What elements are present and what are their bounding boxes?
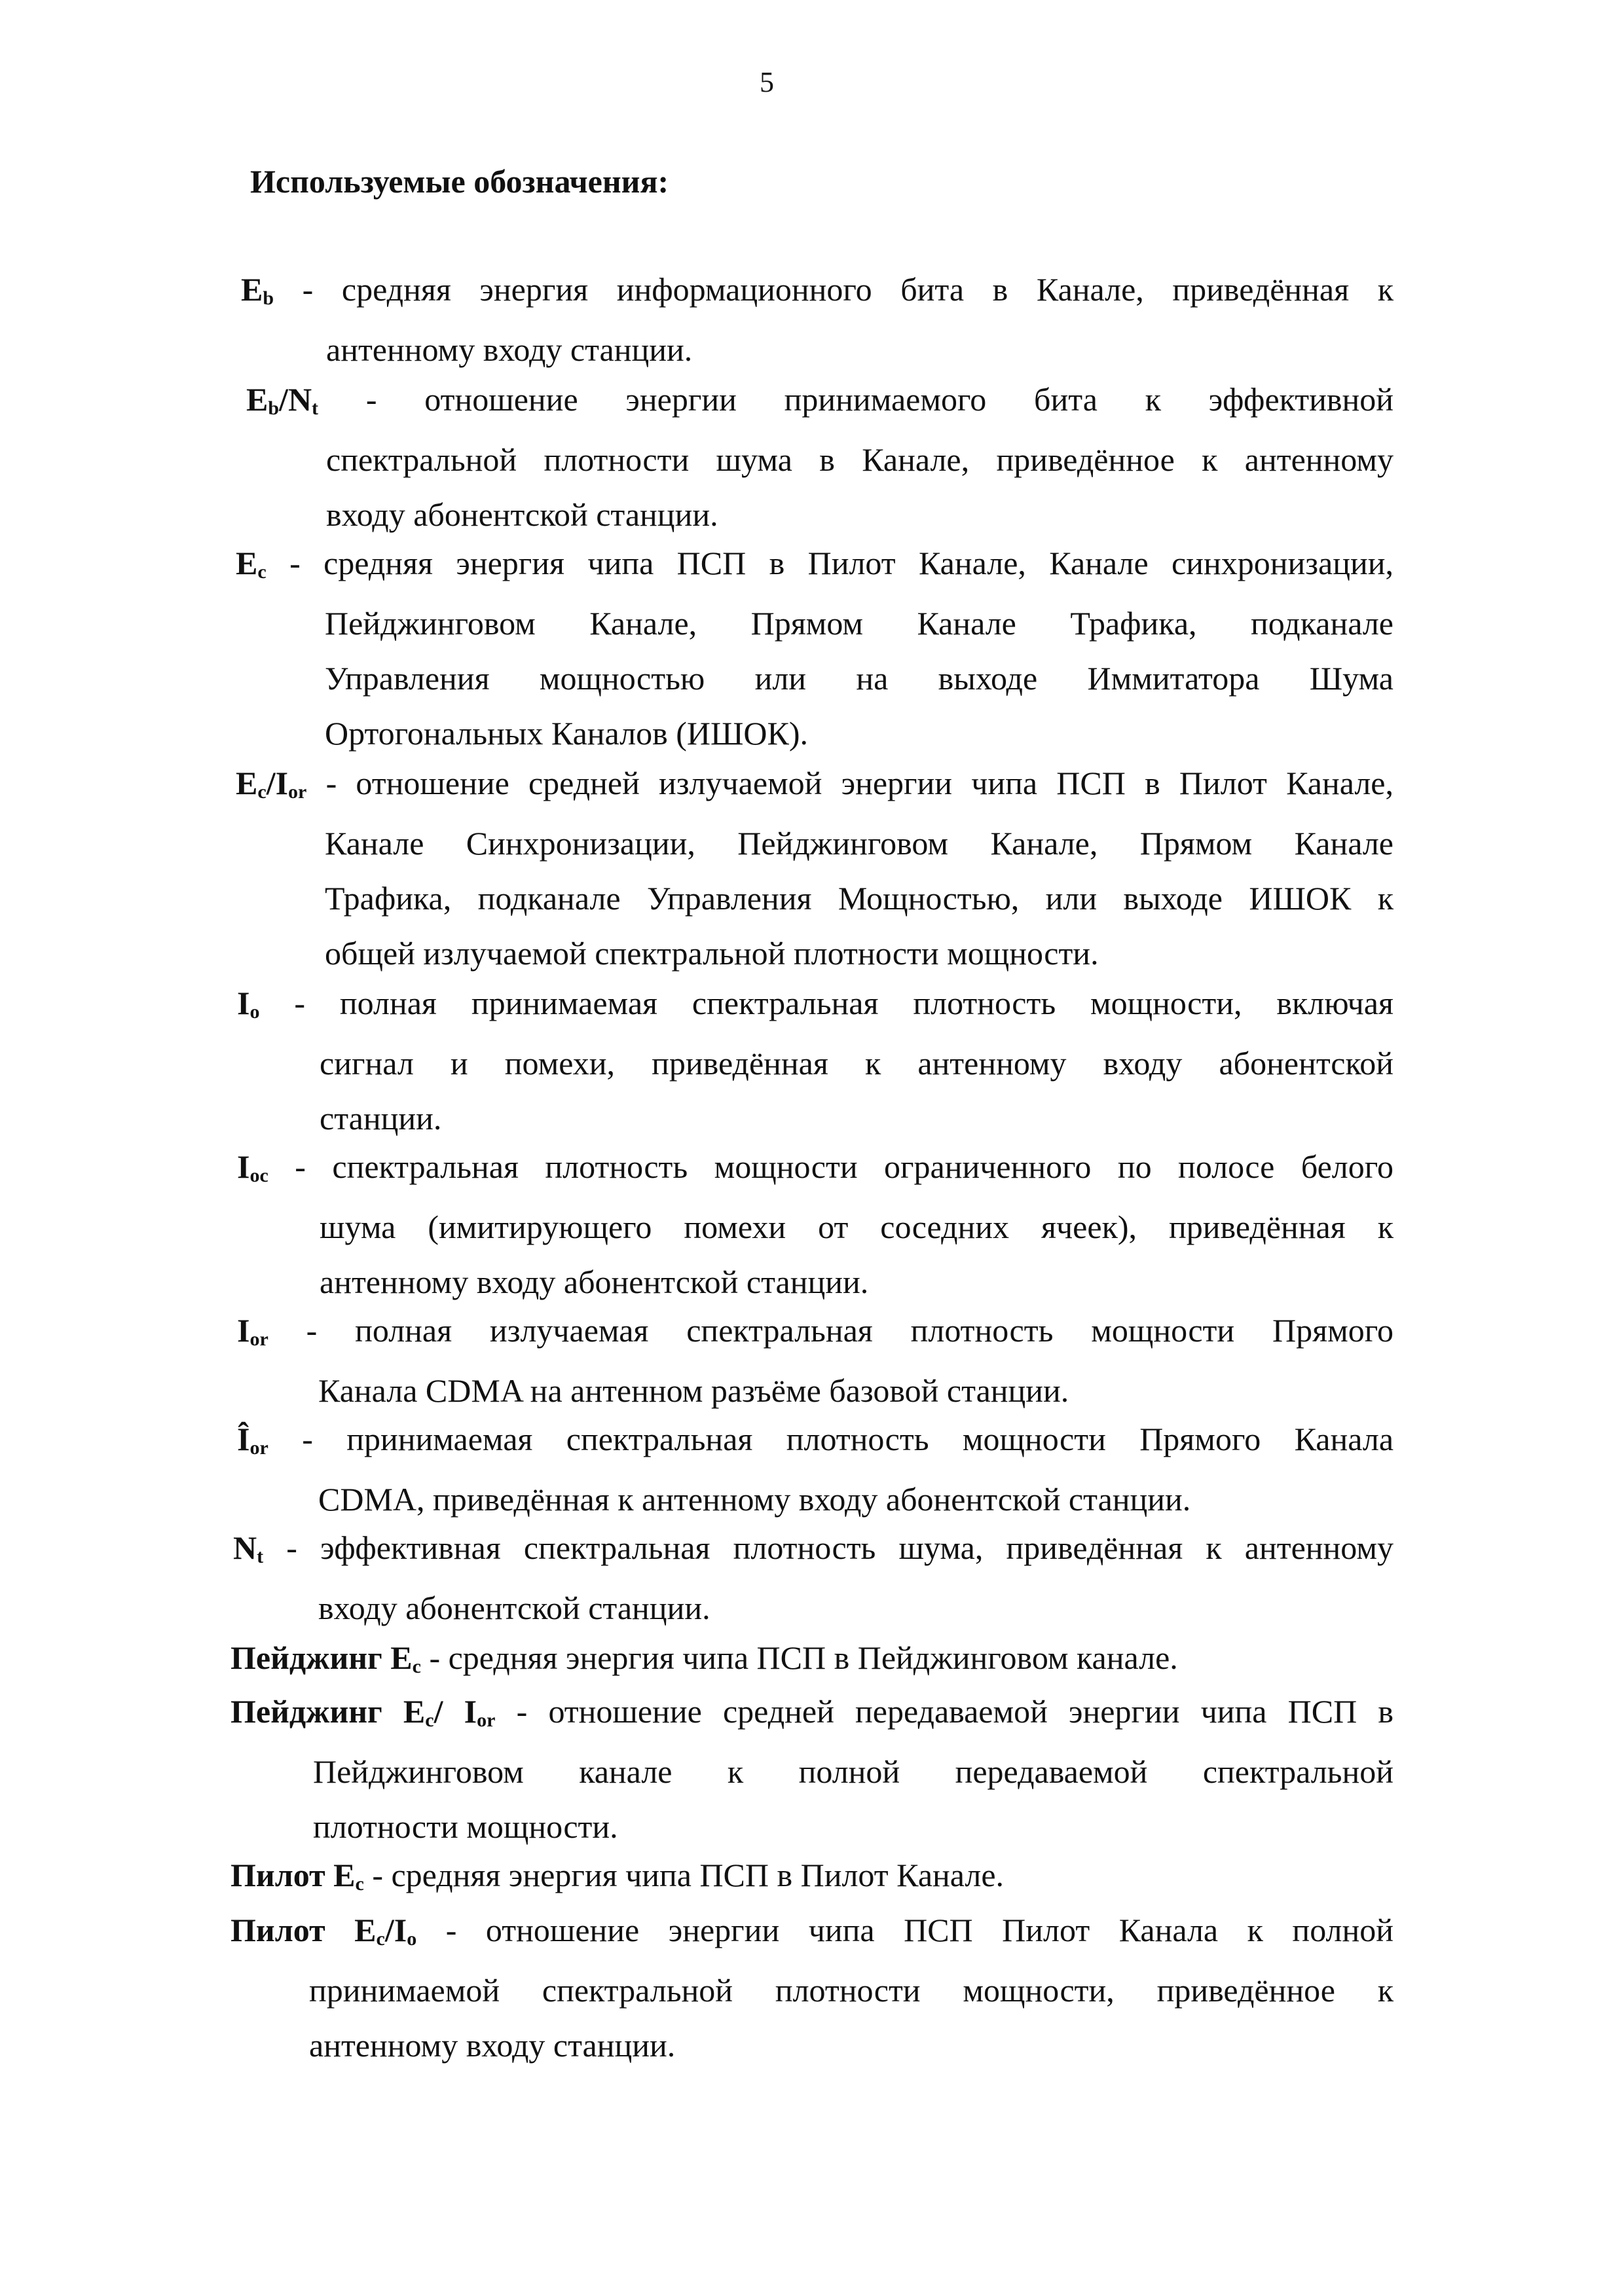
definition-text: Управления мощностью или на выходе Иммитатора Шума — [325, 660, 1393, 697]
definition-text: - средняя энергия чипа ПСП в Пейджинговом канале. — [429, 1639, 1178, 1676]
definition-term: Пилот $E_c/I_o$ — [231, 1912, 417, 1950]
definition-text: входу абонентской станции. — [326, 496, 718, 533]
definition-entry — [231, 1684, 1393, 1854]
definition-term: Пейджинг $E_c/$ $I_{or}$ — [231, 1693, 496, 1731]
definition-text: общей излучаемой спектральной плотности мощности. — [325, 935, 1099, 972]
page-title: Используемые обозначения: — [250, 163, 669, 200]
definition-term: $I_{or}$ — [237, 1312, 268, 1350]
definition-text: - отношение средней передаваемой энергии чипа ПСП в — [516, 1693, 1393, 1730]
definition-term: $E_c/I_{or}$ — [236, 765, 307, 803]
definition-term: Пейджинг $E_c$ — [231, 1639, 421, 1677]
definition-text: - отношение энергии чипа ПСП Пилот Канала к полной — [445, 1912, 1393, 1948]
definition-text: - средняя энергия информационного бита в Канале, приведённая к — [302, 271, 1394, 308]
definition-term: $E_b$ — [241, 271, 274, 309]
definition-text: - принимаемая спектральная плотность мощности Прямого Канала — [302, 1421, 1394, 1457]
definition-entry — [237, 1303, 1393, 1418]
definition-text: - спектральная плотность мощности ограниченного по полосе белого — [295, 1148, 1394, 1185]
definition-entry — [231, 1630, 1393, 1690]
definition-text: - средняя энергия чипа ПСП в Пилот Канале. — [372, 1857, 1005, 1893]
definition-text: Пейджинговом Канале, Прямом Канале Трафика, подканале — [325, 605, 1393, 642]
definition-entry — [241, 262, 1393, 377]
definition-text: входу абонентской станции. — [318, 1590, 710, 1626]
definition-term: $N_t$ — [233, 1529, 264, 1567]
definition-text: - отношение средней излучаемой энергии чипа ПСП в Пилот Канале, — [325, 765, 1394, 801]
definition-text: спектральной плотности шума в Канале, приведённое к антенному — [326, 441, 1393, 478]
definition-text: - средняя энергия чипа ПСП в Пилот Канале, Канале синхронизации, — [289, 545, 1393, 581]
definition-text: Канала CDMA на антенном разъёме базовой станции. — [318, 1372, 1069, 1409]
definition-entry — [237, 1139, 1393, 1309]
definition-entry — [231, 1848, 1393, 1908]
definition-text: Канале Синхронизации, Пейджинговом Канале, Прямом Канале — [325, 825, 1393, 862]
definition-entry — [233, 1520, 1393, 1635]
definition-text: - полная излучаемая спектральная плотность мощности Прямого — [306, 1312, 1393, 1349]
definition-term: $E_c$ — [236, 545, 267, 583]
definition-text: Трафика, подканале Управления Мощностью, или выходе ИШОК к — [325, 880, 1393, 917]
definition-entry — [237, 975, 1393, 1146]
definition-text: принимаемой спектральной плотности мощности, приведённое к — [309, 1972, 1393, 2009]
definition-entry — [236, 756, 1393, 981]
definition-text: антенному входу станции. — [309, 2027, 676, 2064]
definition-text: - полная принимаемая спектральная плотность мощности, включая — [294, 985, 1394, 1021]
definition-text: - отношение энергии принимаемого бита к эффективной — [365, 381, 1394, 418]
definition-entry — [231, 1903, 1393, 2073]
definition-term: $E_b/N_t$ — [246, 381, 319, 419]
definition-text: шума (имитирующего помехи от соседних ячеек), приведённая к — [320, 1209, 1393, 1245]
definition-entry — [237, 1412, 1393, 1527]
definition-term: $Î_{or}$ — [237, 1421, 268, 1459]
definition-text: антенному входу абонентской станции. — [320, 1264, 869, 1300]
definition-text: - эффективная спектральная плотность шума, приведённая к антенному — [286, 1529, 1393, 1566]
definition-entry — [246, 372, 1393, 542]
page-number: 5 — [760, 66, 774, 98]
definition-text: сигнал и помехи, приведённая к антенному входу абонентской — [320, 1045, 1393, 1082]
definition-text: антенному входу станции. — [326, 331, 693, 368]
definition-term: $I_o$ — [237, 985, 260, 1023]
definition-text: станции. — [320, 1100, 442, 1137]
definition-term: Пилот $E_c$ — [231, 1857, 364, 1895]
definition-text: Ортогональных Каналов (ИШОК). — [325, 715, 809, 752]
definition-text: Пейджинговом канале к полной передаваемой спектральной — [313, 1753, 1393, 1790]
definition-term: $I_{oc}$ — [237, 1148, 268, 1186]
definition-entry — [236, 536, 1393, 761]
definition-text: плотности мощности. — [313, 1808, 618, 1845]
definition-text: CDMA, приведённая к антенному входу абонентской станции. — [318, 1481, 1191, 1518]
